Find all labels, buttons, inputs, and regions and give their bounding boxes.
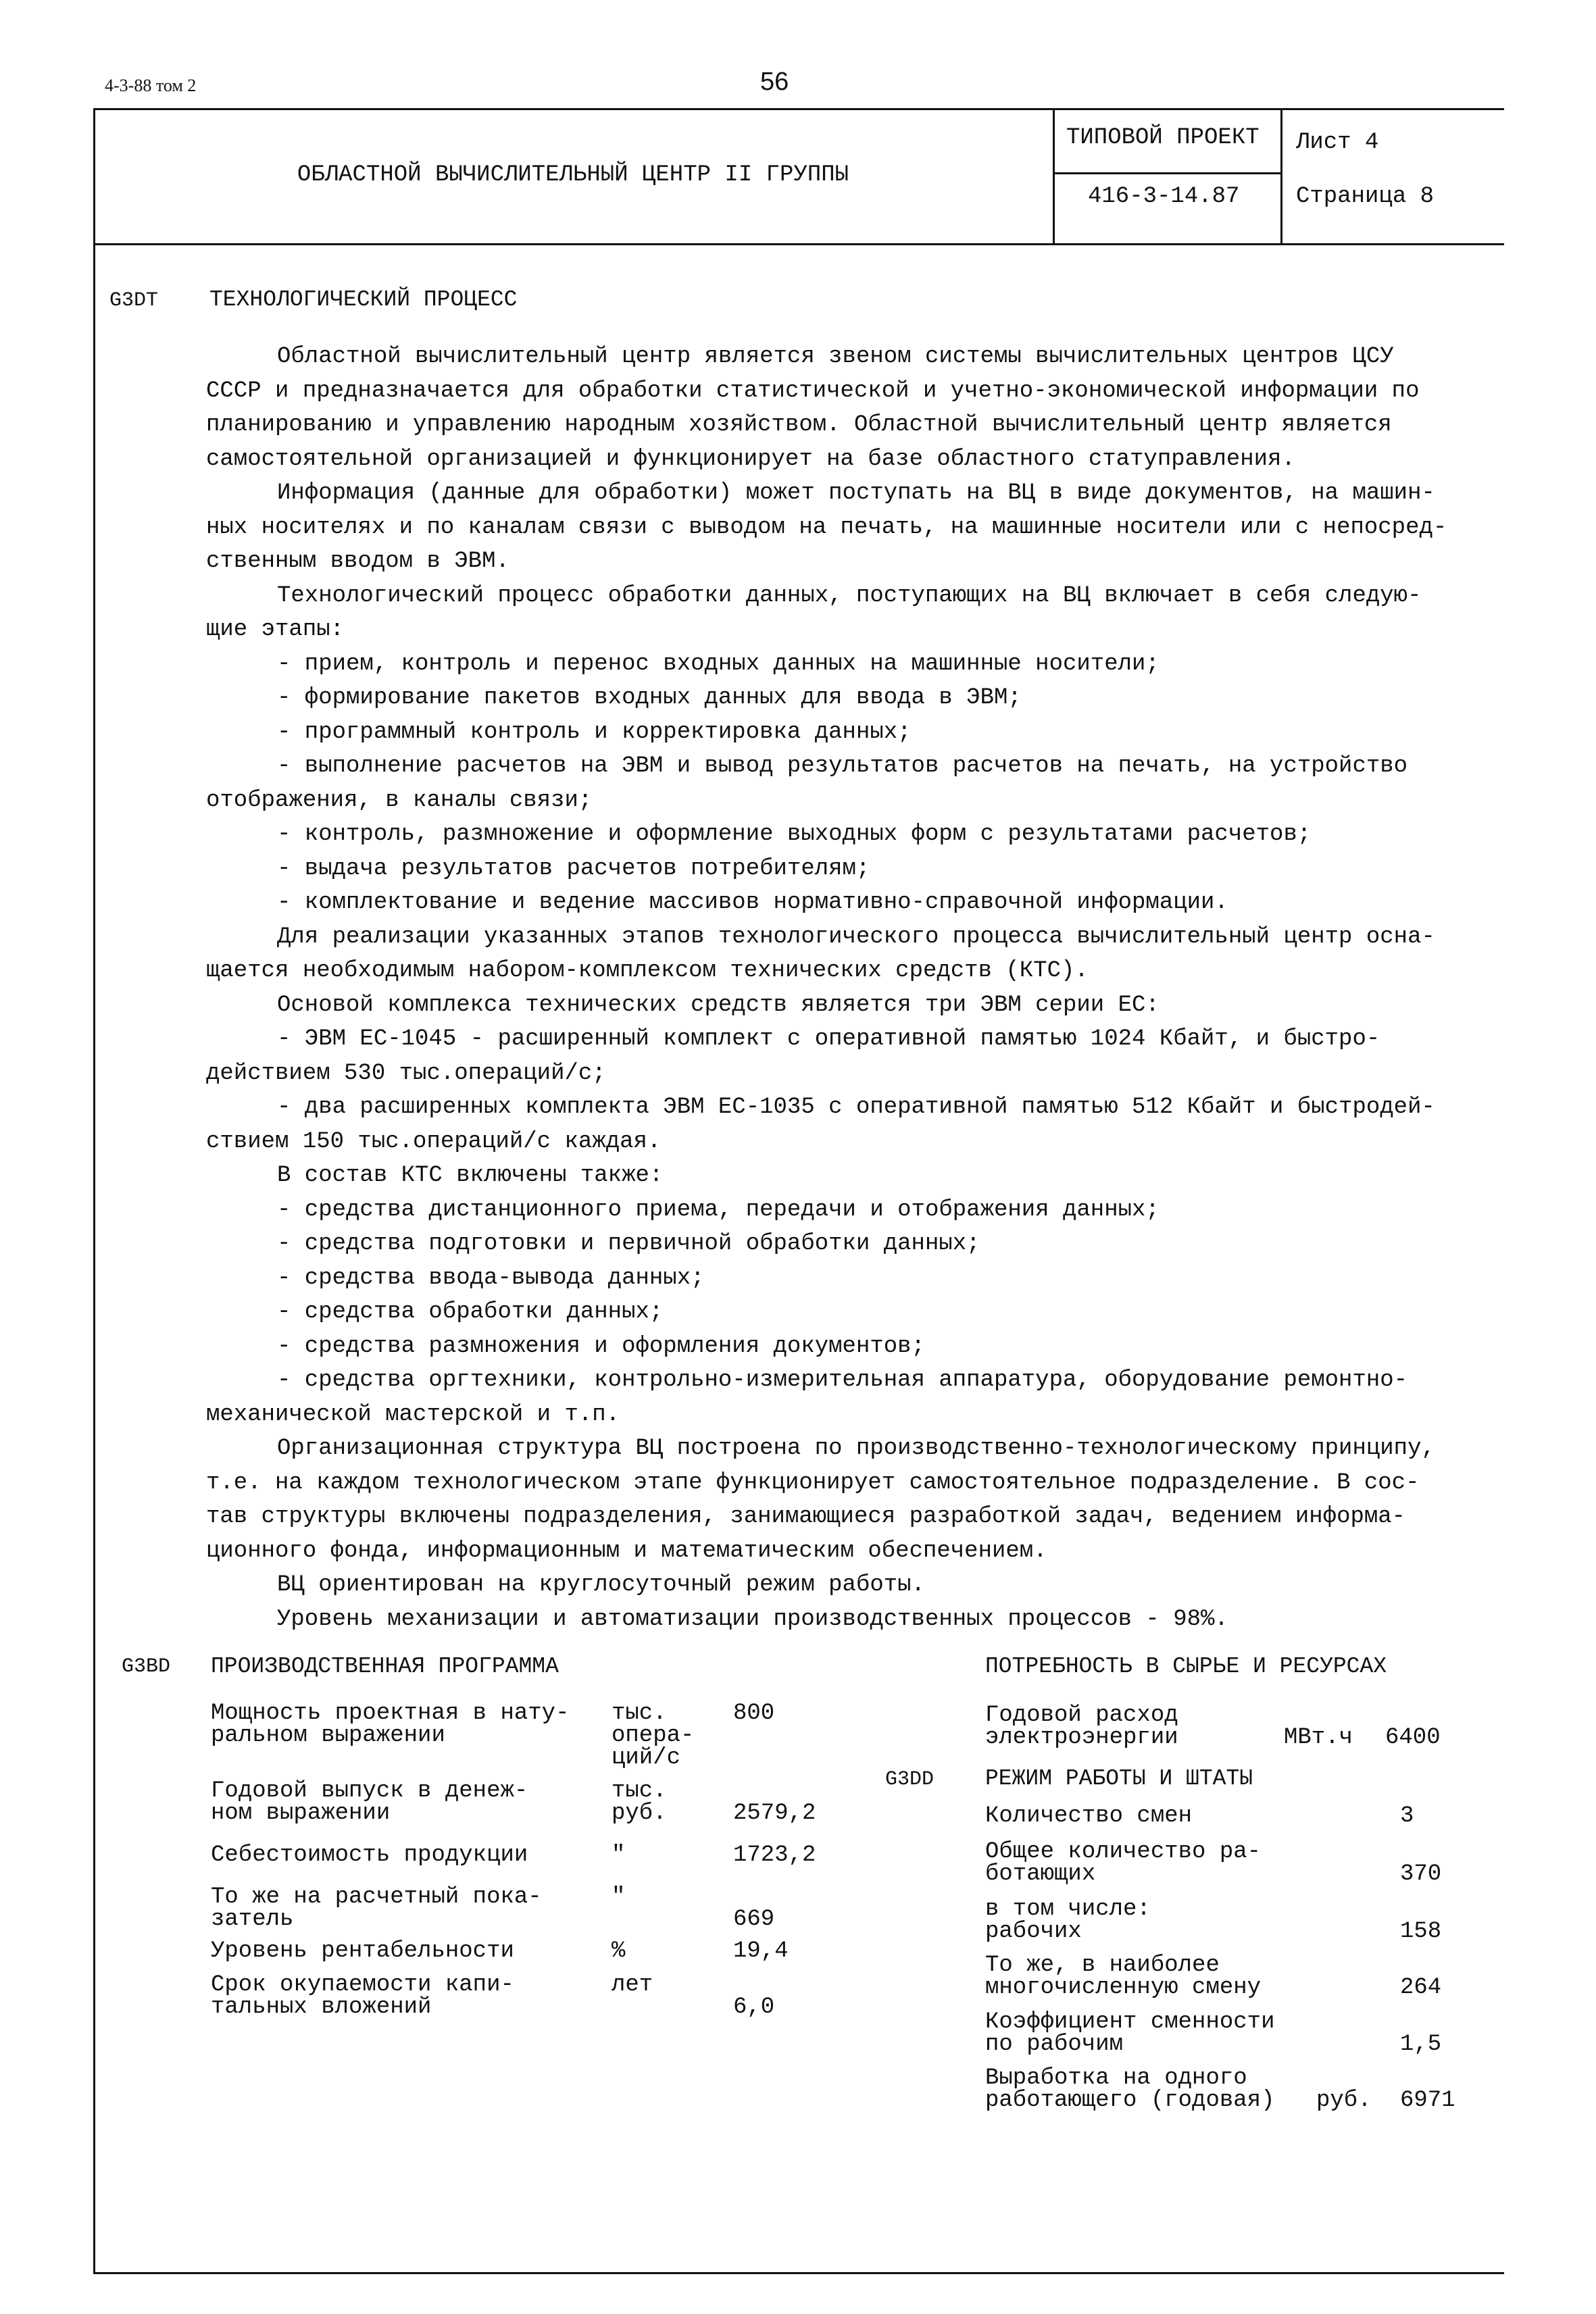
program-row-label: Годовой выпуск в денеж- ном выражении [211, 1778, 528, 1826]
program-row-label: Срок окупаемости капи- тальных вложений [211, 1972, 514, 2020]
text-line: Основой комплекса технических средств является три ЭВМ серии ЕС: [277, 992, 1159, 1018]
program-row-unit: тыс. руб. [612, 1778, 667, 1826]
text-line: - средства дистанционного приема, передачи и отображения данных; [277, 1197, 1159, 1223]
program-row-value: 2579,2 [733, 1801, 816, 1826]
staff-row-label: Количество смен [985, 1803, 1193, 1829]
text-line: - ЭВМ ЕС-1045 - расширенный комплект с оперативной памятью 1024 Кбайт, и быстро- [277, 1026, 1380, 1052]
text-line: - формирование пакетов входных данных для ввода в ЭВМ; [277, 685, 1022, 711]
text-line: - средства обработки данных; [277, 1299, 664, 1325]
program-row-value: 19,4 [733, 1938, 789, 1964]
text-line: СССР и предназначается для обработки статистической и учетно-экономической информации по [206, 378, 1420, 404]
text-line: - два расширенных комплекта ЭВМ ЕС-1035 с оперативной памятью 512 Кбайт и быстродей- [277, 1095, 1435, 1120]
section-code: G3DT [109, 289, 159, 312]
program-row-value: 800 [733, 1701, 775, 1726]
program-row-label: Мощность проектная в нату- ральном выражении [211, 1701, 570, 1749]
text-line: ственным вводом в ЭВМ. [206, 549, 509, 574]
frame-line [1053, 108, 1055, 243]
text-line: - средства подготовки и первичной обработки данных; [277, 1231, 980, 1257]
program-row-value: 669 [733, 1907, 775, 1932]
project-number: 416-3-14.87 [1088, 184, 1240, 209]
section-heading: ТЕХНОЛОГИЧЕСКИЙ ПРОЦЕСС [209, 287, 518, 312]
text-line: Информация (данные для обработки) может поступать на ВЦ в виде документов, на машин- [277, 480, 1435, 506]
process-text [206, 340, 1490, 1636]
frame-line [1280, 108, 1282, 243]
section-heading: ПРОИЗВОДСТВЕННАЯ ПРОГРАММА [211, 1654, 559, 1679]
text-line: щается необходимым набором-комплексом технических средств (КТС). [206, 958, 1089, 984]
staff-row-label: То же, в наиболее многочисленную смену [985, 1953, 1262, 2001]
staff-row-value: 6971 [1400, 2088, 1455, 2113]
sheet-number: Лист 4 [1296, 130, 1379, 155]
energy-unit: МВт.ч [1284, 1725, 1353, 1751]
corner-reference: 4-3-88 том 2 [105, 76, 197, 95]
frame-line [93, 243, 1504, 245]
staff-row-value: 3 [1400, 1803, 1414, 1829]
text-line: - комплектование и ведение массивов нормативно-справочной информации. [277, 890, 1228, 915]
program-row-unit: лет [612, 1972, 653, 1998]
program-row-label: То же на расчетный пока- затель [211, 1884, 542, 1932]
page-number: 56 [760, 68, 789, 96]
section-heading: РЕЖИМ РАБОТЫ И ШТАТЫ [985, 1766, 1253, 1791]
staff-row-value: 158 [1400, 1919, 1442, 1944]
text-line: ционного фонда, информационным и математическим обеспечением. [206, 1538, 1047, 1564]
text-line: щие этапы: [206, 617, 345, 643]
staff-row-value: 1,5 [1400, 2032, 1442, 2057]
text-line: действием 530 тыс.операций/с; [206, 1060, 606, 1086]
text-line: ных носителях и по каналам связи с выводом на печать, на машинные носители или с непосред- [206, 514, 1447, 540]
program-row-label: Уровень рентабельности [211, 1938, 514, 1964]
text-line: механической мастерской и т.п. [206, 1401, 620, 1428]
page-label: Страница 8 [1296, 184, 1435, 209]
staff-row-label: Общее количество ра- ботающих [985, 1839, 1262, 1887]
text-line: тав структуры включены подразделения, занимающиеся разработкой задач, ведением информа- [206, 1504, 1406, 1530]
text-line: Для реализации указанных этапов технологического процесса вычислительный центр осна- [277, 924, 1435, 950]
staff-row-label: в том числе: рабочих [985, 1896, 1151, 1944]
staff-row-value: 264 [1400, 1975, 1442, 2001]
text-line: Областной вычислительный центр является звеном системы вычислительных центров ЦСУ [277, 344, 1394, 370]
program-row-value: 1723,2 [733, 1842, 816, 1868]
text-line: - средства размножения и оформления документов; [277, 1333, 925, 1359]
section-code: G3BD [122, 1655, 171, 1678]
text-line: Организационная структура ВЦ построена по производственно-технологическому принципу, [277, 1436, 1435, 1461]
text-line: В состав КТС включены также: [277, 1163, 664, 1188]
program-row-unit: " [612, 1884, 626, 1910]
text-line: - средства оргтехники, контрольно-измерительная аппаратура, оборудование ремонтно- [277, 1367, 1408, 1393]
text-line: - контроль, размножение и оформление выходных форм с результатами расчетов; [277, 822, 1312, 847]
staff-row-label: Выработка на одного работающего (годовая) [985, 2065, 1275, 2113]
staff-row-unit: руб. [1316, 2088, 1372, 2113]
text-line: ствием 150 тыс.операций/с каждая. [206, 1128, 662, 1155]
text-line: отображения, в каналы связи; [206, 787, 593, 813]
frame-line [93, 108, 1504, 110]
program-row-unit: " [612, 1842, 626, 1868]
frame-line [93, 108, 95, 2273]
text-line: - прием, контроль и перенос входных данных на машинные носители; [277, 651, 1159, 677]
energy-value: 6400 [1385, 1725, 1441, 1751]
energy-label: Годовой расход электроэнергии [985, 1703, 1178, 1751]
text-line: - выдача результатов расчетов потребителям; [277, 855, 870, 882]
text-line: - средства ввода-вывода данных; [277, 1265, 705, 1291]
program-row-label: Себестоимость продукции [211, 1842, 528, 1868]
project-label: ТИПОВОЙ ПРОЕКТ [1066, 125, 1260, 151]
frame-line [93, 2272, 1504, 2274]
text-line: самостоятельной организацией и функционирует на базе областного статуправления. [206, 446, 1295, 472]
frame-line [1053, 172, 1280, 174]
section-heading: ПОТРЕБНОСТЬ В СЫРЬЕ И РЕСУРСАХ [985, 1654, 1387, 1679]
staff-row-value: 370 [1400, 1861, 1442, 1887]
program-row-unit: % [612, 1938, 626, 1964]
document-title: ОБЛАСТНОЙ ВЫЧИСЛИТЕЛЬНЫЙ ЦЕНТР II ГРУППЫ [297, 162, 849, 188]
program-row-unit: тыс. опера- ций/с [612, 1701, 695, 1771]
staff-row-label: Коэффициент сменности по рабочим [985, 2009, 1275, 2057]
text-line: - программный контроль и корректировка данных; [277, 719, 912, 745]
text-line: Уровень механизации и автоматизации производственных процессов - 98%. [277, 1606, 1228, 1632]
program-row-value: 6,0 [733, 1994, 775, 2020]
text-line: - выполнение расчетов на ЭВМ и вывод результатов расчетов на печать, на устройство [277, 753, 1408, 779]
text-line: ВЦ ориентирован на круглосуточный режим работы. [277, 1572, 925, 1598]
text-line: т.е. на каждом технологическом этапе функционирует самостоятельное подразделение. В сос- [206, 1469, 1420, 1496]
text-line: Технологический процесс обработки данных, поступающих на ВЦ включает в себя следую- [277, 582, 1422, 609]
section-code: G3DD [885, 1768, 934, 1791]
text-line: планированию и управлению народным хозяйством. Областной вычислительный центр является [206, 412, 1392, 438]
